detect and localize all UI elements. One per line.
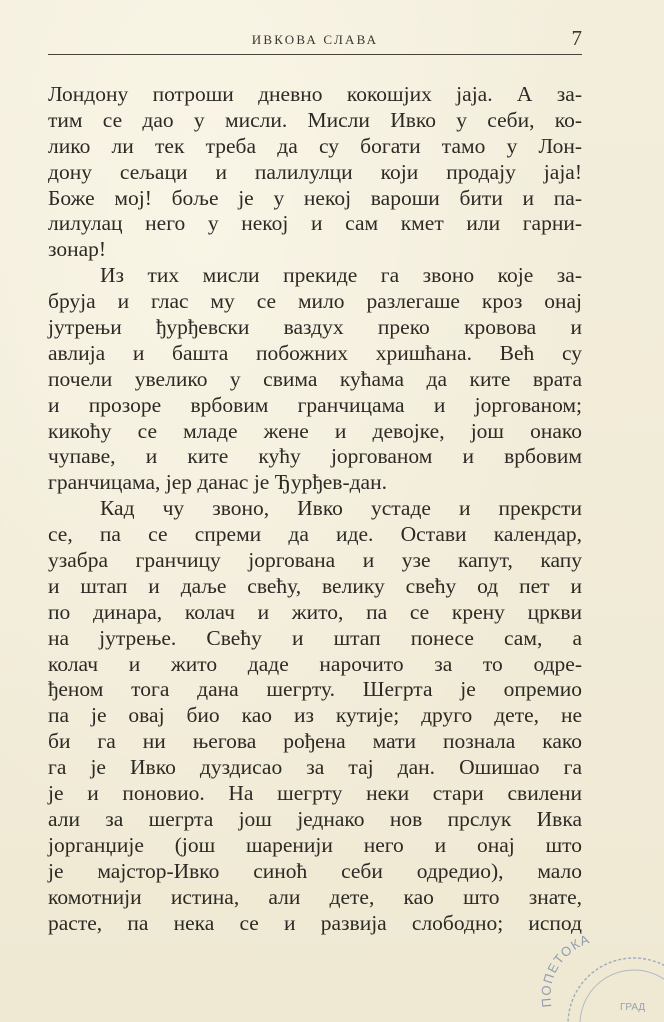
text-line: тим се дао у мисли. Мисли Ивко у себи, ко-: [48, 107, 582, 132]
text-line: Боже мој! боље је у некој вароши бити и па-: [48, 185, 582, 210]
text-line: га је Ивко дуздисао за тај дан. Ошишао га: [48, 755, 582, 780]
text-line: јутрењи ђурђевски ваздух преко кровова и: [48, 315, 582, 340]
text-line: ђеном тога дана шегрту. Шегрта је опремио: [48, 677, 582, 702]
text-line: би га ни његова рођена мати познала како: [48, 729, 582, 754]
text-line: лико ли тек треба да су богати тамо у Лон-: [48, 133, 582, 158]
text-line: колач и жито даде нарочито за то одре-: [48, 651, 582, 676]
text-line: је и поновио. На шегрту неки стари свилени: [48, 781, 582, 806]
text-line: дону сељаци и палилулци који продају јаја!: [48, 159, 582, 184]
text-line: и прозоре врбовим гранчицама и јоргованом;: [48, 392, 582, 417]
svg-text:ПОПЕТОКА: [538, 932, 592, 1008]
text-line: по динара, колач и жито, па се крену цркви: [48, 599, 582, 624]
text-line: авлија и башта побожних хришћана. Већ су: [48, 340, 582, 365]
text-line: узабра гранчицу јоргована и узе капут, капу: [48, 548, 582, 573]
paragraph: [48, 82, 582, 263]
header-rule: [48, 54, 582, 55]
text-line: Из тих мисли прекиде га звоно које за-: [100, 263, 582, 288]
text-line: лилулац него у некој и сам кмет или гарни-: [48, 211, 582, 236]
stamp-text-2: ГРАД: [620, 1002, 646, 1013]
stamp-text: ПОПЕТОКА: [538, 932, 593, 1009]
text-line: па је овај био као из кутије; друго дете, не: [48, 703, 582, 728]
paragraph: [48, 263, 582, 496]
text-line: расте, па нека се и развија слободно; испод: [48, 910, 582, 935]
text-line: бруја и глас му се мило разлегаше кроз онај: [48, 289, 582, 314]
running-title: ИВКОВА СЛАВА: [251, 32, 379, 47]
text-line: јорганџије (још шаренији него и онај што: [48, 832, 582, 857]
paragraph: [48, 496, 582, 936]
text-line: и штап и даље свећу, велику свећу од пет и: [48, 573, 582, 598]
text-line: је мајстор-Ивко синоћ себи одредио), мало: [48, 858, 582, 883]
text-line: почели увелико у свима кућама да ките врата: [48, 366, 582, 391]
text-line: комотнији истина, али дете, као што знате,: [48, 884, 582, 909]
library-stamp-icon: [534, 932, 664, 1022]
text-line: чупаве, и ките кућу јоргованом и врбовим: [48, 444, 582, 469]
text-line: Лондону потроши дневно кокошјих јаја. А за-: [48, 82, 582, 106]
text-line: зонар!: [48, 237, 107, 262]
text-line: гранчицама, јер данас је Ђурђев-дан.: [48, 470, 387, 495]
library-stamp: [534, 932, 664, 1022]
text-line: се, па се спреми да иде. Остави календар,: [48, 522, 582, 547]
page-header: [48, 24, 582, 54]
text-line: кикоћу се младе жене и девојке, још онако: [48, 418, 582, 443]
text-line: али за шегрта још једнако нов прслук Ивка: [48, 806, 582, 831]
body-text: [48, 82, 582, 936]
text-line: Кад чу звоно, Ивко устаде и прекрсти: [100, 496, 582, 521]
page-number: 7: [571, 26, 582, 50]
text-line: на јутрење. Свећу и штап понесе сам, а: [48, 625, 582, 650]
